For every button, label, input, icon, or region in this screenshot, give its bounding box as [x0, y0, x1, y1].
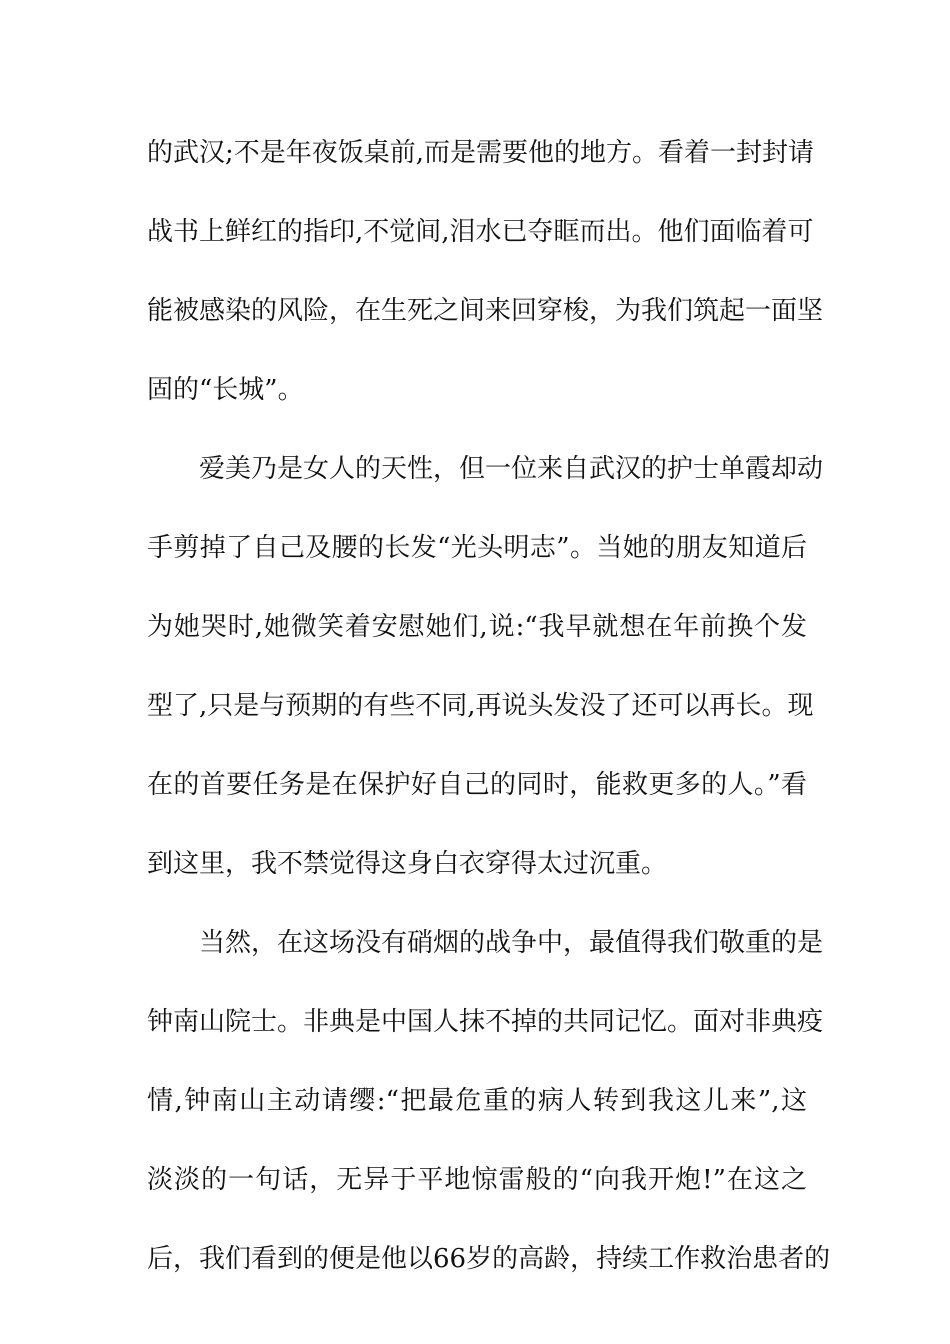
document-body [147, 130, 831, 1315]
text-line: 固的“长城”。 [147, 375, 304, 405]
text-line: 的武汉;不是年夜饭桌前,而是需要他的地方。看着一封封请 [147, 138, 815, 168]
text-line: 情,钟南山主动请缨:“把最危重的病人转到我这儿来”,这 [147, 1086, 807, 1116]
text-line: 当然，在这场没有硝烟的战争中，最值得我们敬重的是 [199, 928, 824, 958]
text-line: 在的首要任务是在保护好自己的同时，能救更多的人。”看 [147, 770, 807, 800]
text-line: 爱美乃是女人的天性，但一位来自武汉的护士单霞却动 [199, 454, 824, 484]
text-line: 后，我们看到的便是他以66岁的高龄，持续工作救治患者的 [147, 1244, 831, 1274]
paragraph [147, 446, 824, 920]
text-line: 战书上鲜红的指印,不觉间,泪水已夺眶而出。他们面临着可 [147, 217, 814, 247]
text-line: 手剪掉了自己及腰的长发“光头明志”。当她的朋友知道后 [147, 533, 807, 563]
text-line: 能被感染的风险，在生死之间来回穿梭，为我们筑起一面坚 [147, 296, 824, 326]
paragraph [147, 920, 831, 1315]
text-line: 型了,只是与预期的有些不同,再说头发没了还可以再长。现 [147, 691, 814, 721]
paragraph [147, 130, 824, 446]
text-line: 为她哭时,她微笑着安慰她们,说:“我早就想在年前换个发 [147, 612, 807, 642]
text-line: 到这里，我不禁觉得这身白衣穿得太过沉重。 [147, 849, 668, 879]
text-line: 钟南山院士。非典是中国人抹不掉的共同记忆。面对非典疫 [147, 1007, 824, 1037]
text-line: 淡淡的一句话，无异于平地惊雷般的“向我开炮!”在这之 [147, 1165, 807, 1195]
